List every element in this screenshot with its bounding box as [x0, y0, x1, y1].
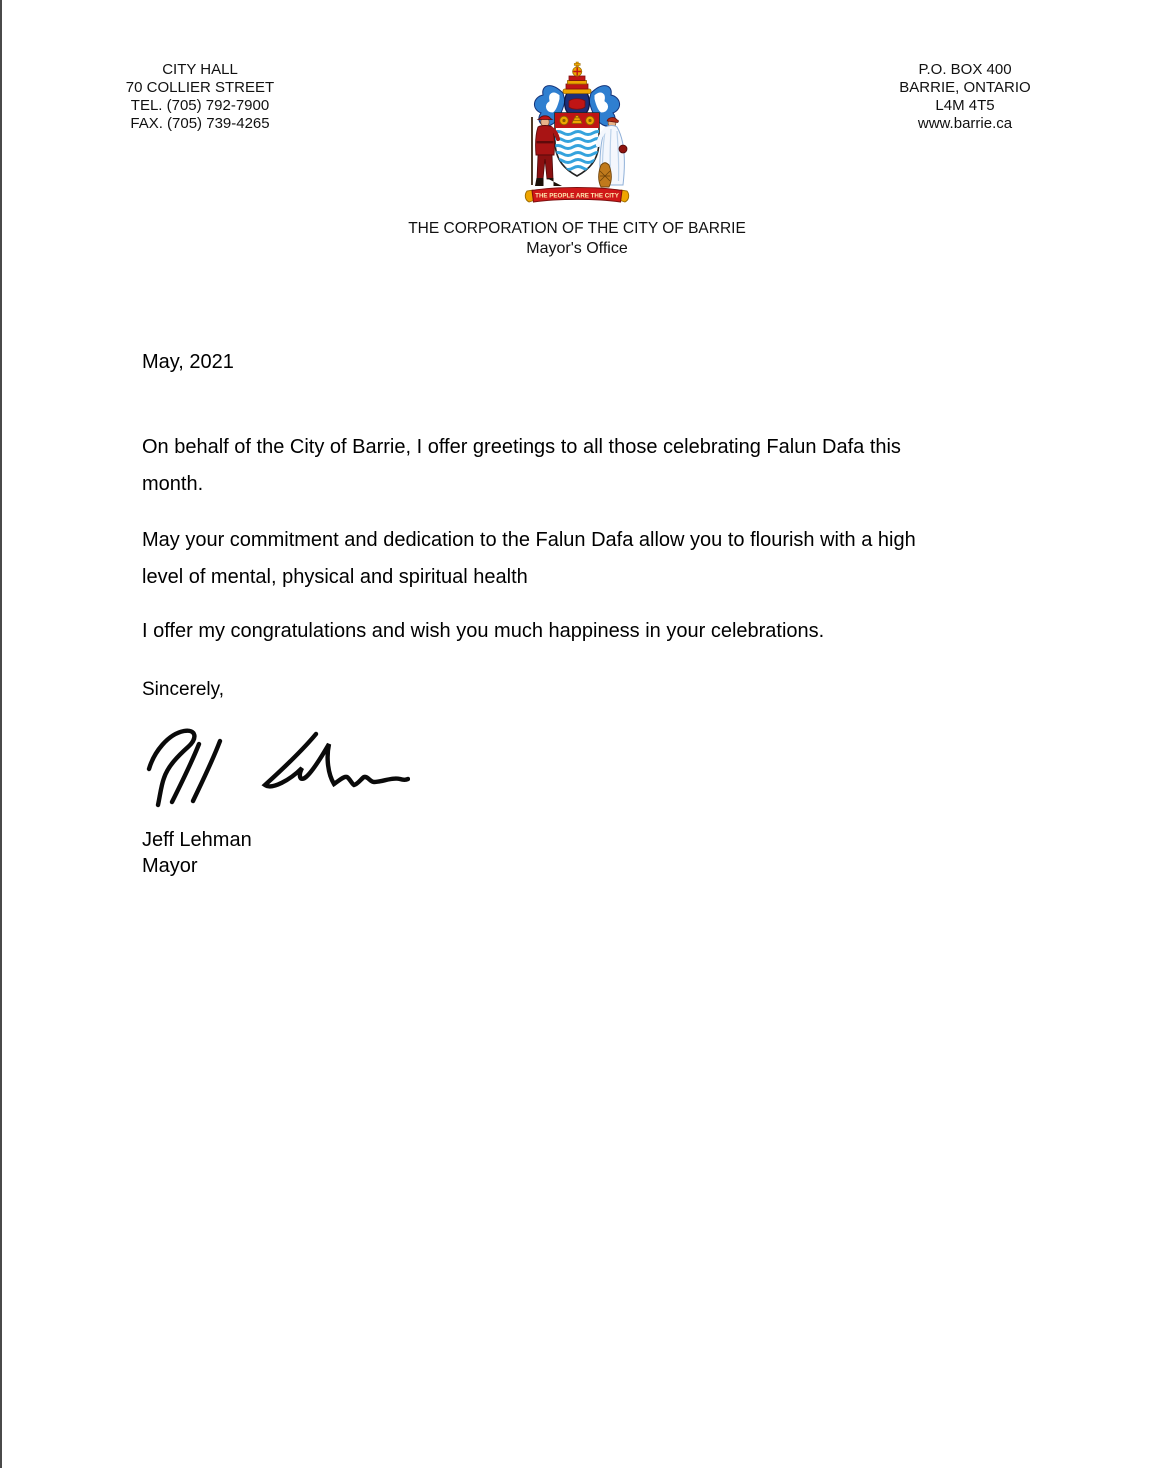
coat-of-arms-graphic — [515, 60, 639, 208]
paragraph-1 — [142, 429, 1042, 503]
signature-graphic — [134, 714, 410, 822]
motto-ribbon — [525, 188, 628, 203]
paragraph-line: May your commitment and dedication to the Falun Dafa allow you to flourish with a high — [142, 529, 916, 551]
address-line: TEL. (705) 792-7900 — [130, 97, 270, 114]
sender-block — [142, 827, 252, 879]
sender-name: Jeff Lehman — [142, 829, 252, 851]
address-line: P.O. BOX 400 — [918, 61, 1012, 78]
letterhead-address-right — [880, 61, 1050, 133]
paragraph-line: level of mental, physical and spiritual health — [142, 566, 528, 588]
address-line: 70 COLLIER STREET — [125, 79, 275, 96]
org-name: THE CORPORATION OF THE CITY OF BARRIE — [408, 220, 746, 237]
wheat-sheaf — [599, 163, 612, 187]
office-name: Mayor's Office — [526, 240, 628, 257]
signature-image — [134, 714, 410, 822]
address-line: L4M 4T5 — [935, 97, 995, 114]
shield — [553, 113, 603, 176]
address-line: BARRIE, ONTARIO — [899, 79, 1031, 96]
city-of-barrie-coat-of-arms — [515, 60, 639, 208]
shield-charges — [560, 116, 595, 125]
paragraph-2 — [142, 522, 1042, 596]
letterhead-address-left — [115, 61, 285, 133]
address-line: FAX. (705) 739-4265 — [130, 115, 270, 132]
letter-date: May, 2021 — [142, 351, 234, 373]
paragraph-line: month. — [142, 473, 204, 495]
org-title-block — [285, 219, 869, 259]
address-line: CITY HALL — [162, 61, 238, 78]
motto-ribbon-text: THE PEOPLE ARE THE CITY — [535, 192, 619, 200]
paragraph-line: I offer my congratulations and wish you much happiness in your celebrations. — [142, 620, 825, 642]
closing-salutation: Sincerely, — [142, 679, 225, 700]
crest-crown — [563, 76, 591, 94]
paragraph-3 — [142, 613, 1042, 650]
orb-cross-finial — [573, 62, 582, 76]
sender-title: Mayor — [142, 855, 198, 877]
paragraph-line: On behalf of the City of Barrie, I offer greetings to all those celebrating Falun Dafa this — [142, 436, 901, 458]
address-line: www.barrie.ca — [917, 115, 1013, 132]
